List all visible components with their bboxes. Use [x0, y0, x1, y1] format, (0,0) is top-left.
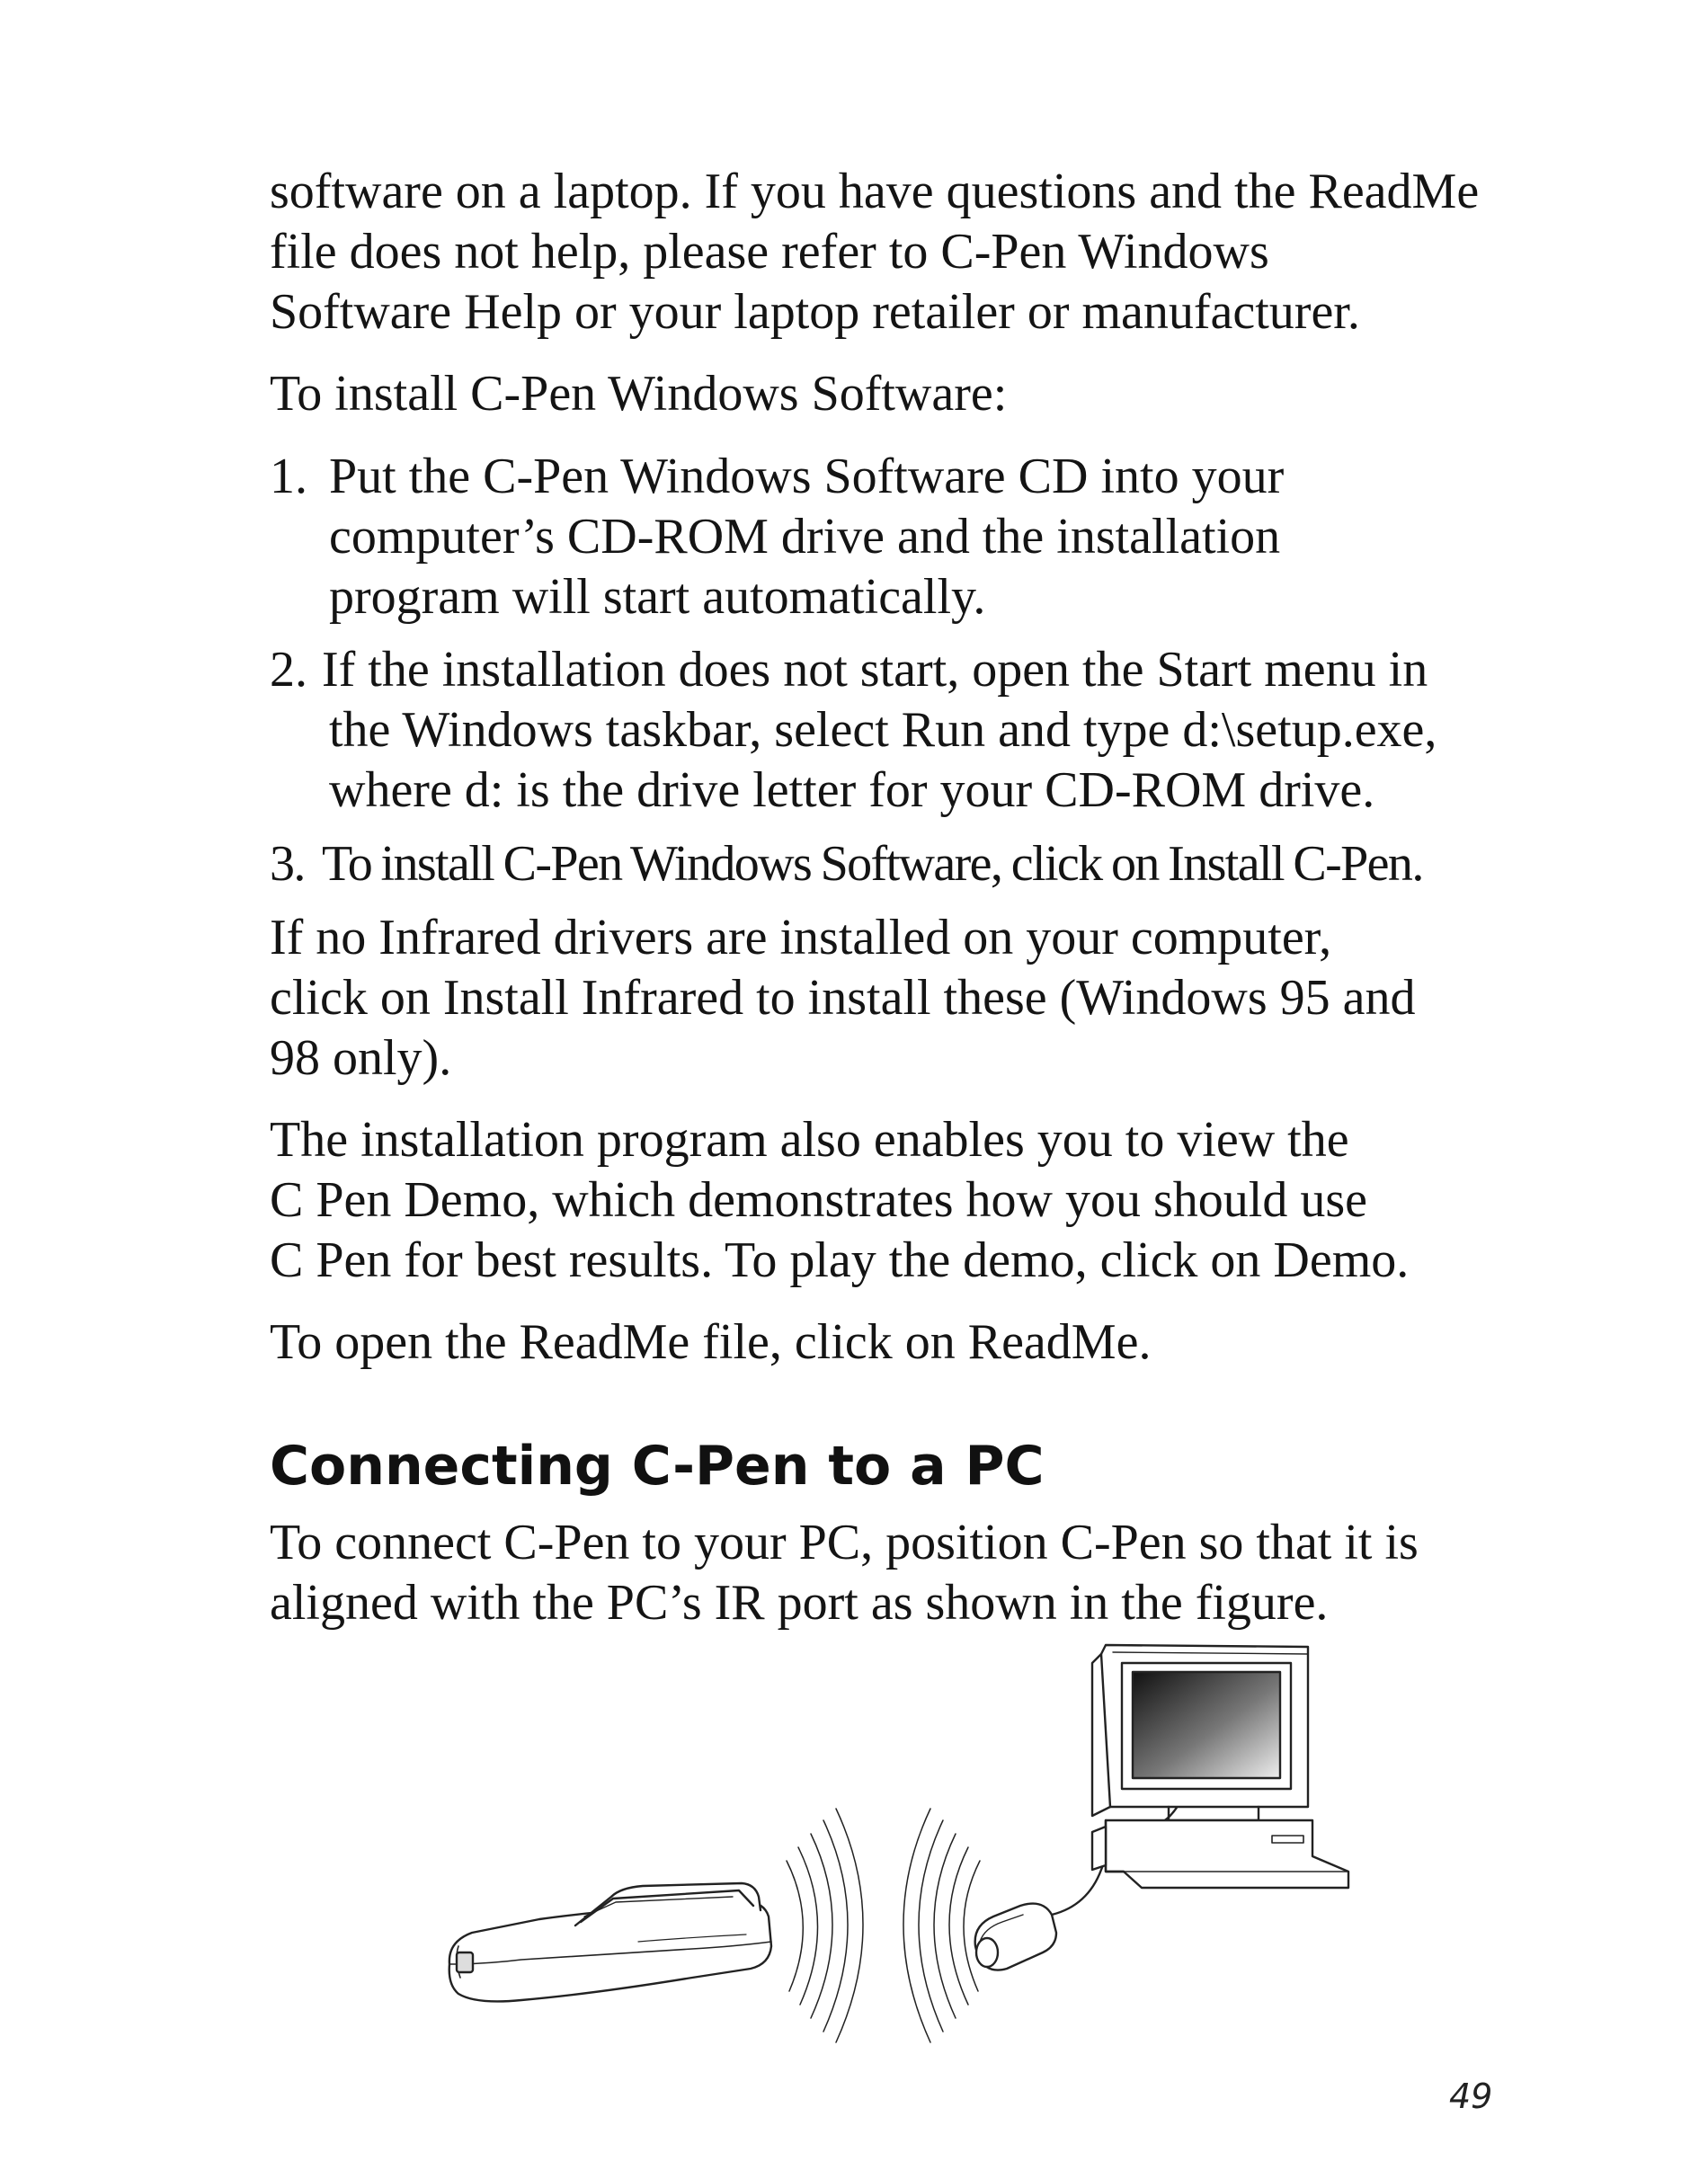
intro-line-2: file does not help, please refer to C-Pen Windows [270, 224, 1269, 280]
demo-paragraph [270, 1110, 1510, 1291]
section-heading: Connecting C-Pen to a PC [270, 1435, 1045, 1498]
readme-paragraph: To open the ReadMe file, click on ReadMe. [270, 1314, 1152, 1370]
step-text [329, 447, 1284, 627]
demo-line-3: C Pen for best results. To play the demo, click on Demo. [270, 1232, 1410, 1288]
step-text [322, 834, 1423, 894]
page-number: 49 [1449, 2077, 1493, 2116]
infrared-line-1: If no Infrared drivers are installed on your computer, [270, 910, 1332, 965]
step-number: 1. [270, 449, 307, 504]
demo-line-1: The installation program also enables you to view the [270, 1112, 1349, 1168]
demo-line-2: C Pen Demo, which demonstrates how you should use [270, 1172, 1367, 1228]
step-line: Put the C-Pen Windows Software CD into your [329, 449, 1285, 504]
step-line: To install C-Pen Windows Software, click on Install C-Pen. [322, 836, 1423, 892]
connection-figure [423, 1636, 1411, 2068]
infrared-line-2: click on Install Infrared to install these (Windows 95 and [270, 970, 1416, 1026]
install-lead: To install C-Pen Windows Software: [270, 366, 1008, 422]
step-line: program will start automatically. [329, 569, 986, 625]
connect-line-1: To connect C-Pen to your PC, position C-Pen so that it is [270, 1515, 1419, 1570]
infrared-paragraph [270, 908, 1510, 1089]
connect-paragraph [270, 1513, 1510, 1633]
step-line: If the installation does not start, open the Start menu in [322, 642, 1428, 698]
infrared-waves-icon [787, 1809, 980, 2042]
intro-paragraph [270, 162, 1510, 342]
step-line: computer’s CD-ROM drive and the installation [329, 509, 1281, 565]
infrared-line-3: 98 only). [270, 1030, 452, 1086]
intro-line-1: software on a laptop. If you have questions and the ReadMe [270, 164, 1480, 219]
desktop-computer-icon [1092, 1645, 1348, 1888]
step-number: 3. [270, 836, 305, 892]
connect-line-2: aligned with the PC’s IR port as shown in the figure. [270, 1575, 1329, 1631]
step-line: the Windows taskbar, select Run and type d:\setup.exe, [329, 702, 1437, 758]
step-line: where d: is the drive letter for your CD-ROM drive. [329, 762, 1375, 818]
intro-line-3: Software Help or your laptop retailer or manufacturer. [270, 284, 1360, 340]
c-pen-icon [449, 1883, 771, 2001]
step-text [322, 640, 1437, 821]
step-number: 2. [270, 642, 307, 698]
